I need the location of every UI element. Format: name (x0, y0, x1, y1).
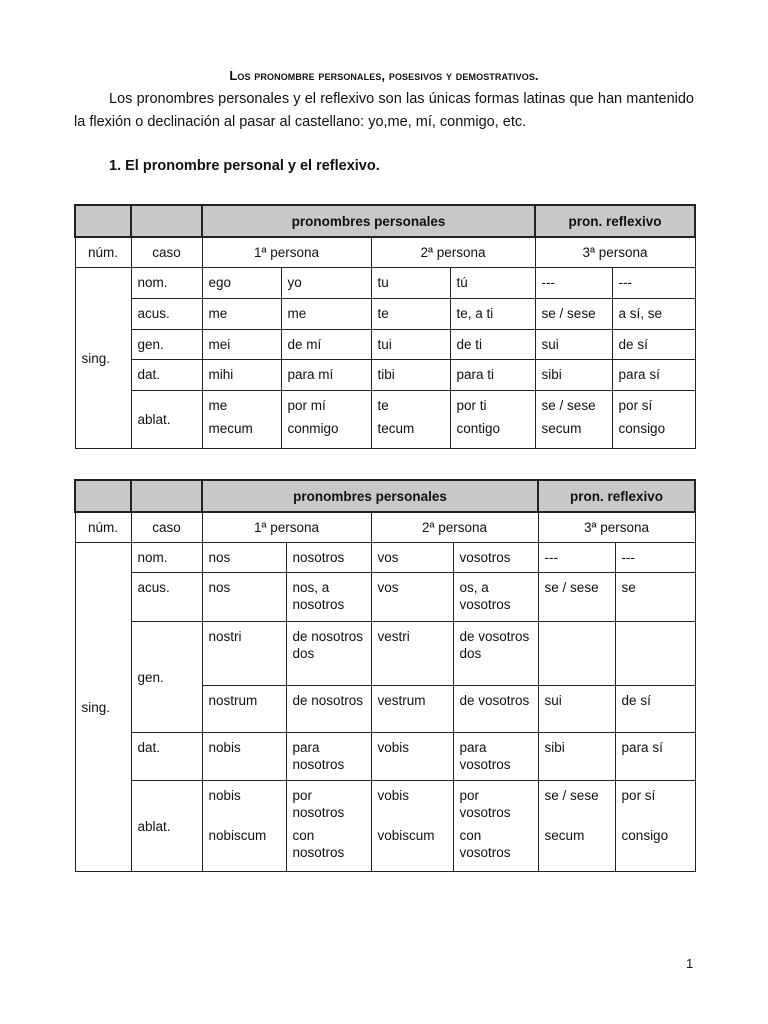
table-cell: tu (371, 268, 450, 299)
table-cell: sui (535, 330, 612, 360)
table-cell: mihi (202, 360, 281, 391)
header-caso: caso (131, 237, 202, 268)
table-cell: secum (538, 827, 615, 872)
table-row (75, 781, 695, 827)
table-cell: sibi (538, 733, 615, 781)
table-row (75, 543, 695, 573)
table-cell: por nosotros (286, 781, 371, 827)
table-row (75, 573, 695, 622)
table-cell: para mí (281, 360, 371, 391)
section-heading: 1. El pronombre personal y el reflexivo. (109, 158, 380, 174)
table-cell: a sí, se (612, 299, 695, 330)
pronoun-table-2 (74, 479, 696, 872)
table-cell: --- (615, 543, 695, 573)
header-personales: pronombres personales (202, 480, 538, 512)
table-cell: tui (371, 330, 450, 360)
table-cell: nobis (202, 781, 286, 827)
table-subheader-row (75, 512, 695, 543)
header-persona-3: 3ª persona (535, 237, 695, 268)
table-cell: con nosotros (286, 827, 371, 872)
header-blank-cell (131, 480, 202, 512)
num-cell: sing. (75, 543, 131, 872)
table-cell: de sí (612, 330, 695, 360)
table-header-row (75, 205, 695, 237)
table-cell: tibi (371, 360, 450, 391)
table-cell: se / sese (535, 391, 612, 420)
table-row (75, 622, 695, 686)
header-blank-cell (131, 205, 202, 237)
table-cell: os, a vosotros (453, 573, 538, 622)
table-cell: me (202, 391, 281, 420)
table-cell: consigo (615, 827, 695, 872)
table-cell: para sí (612, 360, 695, 391)
table-cell: por ti (450, 391, 535, 420)
caso-cell: dat. (131, 360, 202, 391)
table-cell: vosotros (453, 543, 538, 573)
table-cell: por sí (612, 391, 695, 420)
table-cell: para ti (450, 360, 535, 391)
caso-cell: acus. (131, 573, 202, 622)
table-cell: sui (538, 686, 615, 733)
table-cell: mecum (202, 420, 281, 449)
table-cell: secum (535, 420, 612, 449)
caso-cell: ablat. (131, 391, 202, 449)
caso-cell: gen. (131, 622, 202, 733)
caso-cell: ablat. (131, 781, 202, 872)
table-cell: de ti (450, 330, 535, 360)
num-cell: sing. (75, 268, 131, 449)
table-cell: sibi (535, 360, 612, 391)
table-cell: nos (202, 543, 286, 573)
table-cell: me (281, 299, 371, 330)
table-cell: nos, a nosotros (286, 573, 371, 622)
caso-cell: nom. (131, 543, 202, 573)
table-row (75, 733, 695, 781)
table-cell: vobis (371, 733, 453, 781)
table-cell: te (371, 391, 450, 420)
table-cell: de nosotros dos (286, 622, 371, 686)
table-cell: vos (371, 543, 453, 573)
table-cell: conmigo (281, 420, 371, 449)
table-cell: vos (371, 573, 453, 622)
table-cell: ego (202, 268, 281, 299)
header-reflexivo: pron. reflexivo (535, 205, 695, 237)
table-cell: nosotros (286, 543, 371, 573)
header-blank-cell (75, 480, 131, 512)
table-row (75, 330, 695, 360)
page-number: 1 (686, 956, 694, 971)
table-cell: de vosotros dos (453, 622, 538, 686)
table-cell: vobiscum (371, 827, 453, 872)
table-cell: nobiscum (202, 827, 286, 872)
table-cell: vestri (371, 622, 453, 686)
table-cell: para sí (615, 733, 695, 781)
table-cell: para vosotros (453, 733, 538, 781)
table-cell: --- (535, 268, 612, 299)
table-cell: --- (612, 268, 695, 299)
table-cell: se (615, 573, 695, 622)
header-persona-2: 2ª persona (371, 237, 535, 268)
table-subheader-row (75, 237, 695, 268)
table-cell: te, a ti (450, 299, 535, 330)
table-cell: por vosotros (453, 781, 538, 827)
header-persona-2: 2ª persona (371, 512, 538, 543)
table-cell: de nosotros (286, 686, 371, 733)
header-caso: caso (131, 512, 202, 543)
caso-cell: nom. (131, 268, 202, 299)
table-cell: por sí (615, 781, 695, 827)
table-cell: nos (202, 573, 286, 622)
table-header-row (75, 480, 695, 512)
table-cell: con vosotros (453, 827, 538, 872)
table-cell: yo (281, 268, 371, 299)
table-cell: de sí (615, 686, 695, 733)
table-cell: por mí (281, 391, 371, 420)
header-blank-cell (75, 205, 131, 237)
table-cell: de vosotros (453, 686, 538, 733)
table-cell: vobis (371, 781, 453, 827)
table-cell (538, 622, 615, 686)
table-cell: se / sese (538, 573, 615, 622)
table-cell: se / sese (538, 781, 615, 827)
table-row (75, 360, 695, 391)
header-persona-1: 1ª persona (202, 237, 371, 268)
header-persona-1: 1ª persona (202, 512, 371, 543)
header-num: núm. (75, 512, 131, 543)
table-cell: se / sese (535, 299, 612, 330)
table-row (75, 391, 695, 420)
table-cell: consigo (612, 420, 695, 449)
table-cell: nostrum (202, 686, 286, 733)
table-row (75, 299, 695, 330)
header-num: núm. (75, 237, 131, 268)
table-row (75, 268, 695, 299)
pronoun-table-1 (74, 204, 696, 449)
table-cell: tecum (371, 420, 450, 449)
header-reflexivo: pron. reflexivo (538, 480, 695, 512)
table-cell: tú (450, 268, 535, 299)
header-persona-3: 3ª persona (538, 512, 695, 543)
intro-paragraph: Los pronombres personales y el reflexivo son las únicas formas latinas que han mantenido la flexión o declinación al pasar al castellano: yo,me, mí, conmigo, etc. (74, 91, 694, 130)
caso-cell: acus. (131, 299, 202, 330)
table-cell: nobis (202, 733, 286, 781)
table-cell: te (371, 299, 450, 330)
table-cell: mei (202, 330, 281, 360)
caso-cell: gen. (131, 330, 202, 360)
header-personales: pronombres personales (202, 205, 535, 237)
caso-cell: dat. (131, 733, 202, 781)
table-cell: para nosotros (286, 733, 371, 781)
table-cell: --- (538, 543, 615, 573)
table-cell: nostri (202, 622, 286, 686)
table-cell: de mí (281, 330, 371, 360)
table-cell (615, 622, 695, 686)
table-cell: vestrum (371, 686, 453, 733)
table-cell: contigo (450, 420, 535, 449)
table-cell: me (202, 299, 281, 330)
page-title: Los pronombre personales, posesivos y demostrativos. (229, 68, 539, 83)
